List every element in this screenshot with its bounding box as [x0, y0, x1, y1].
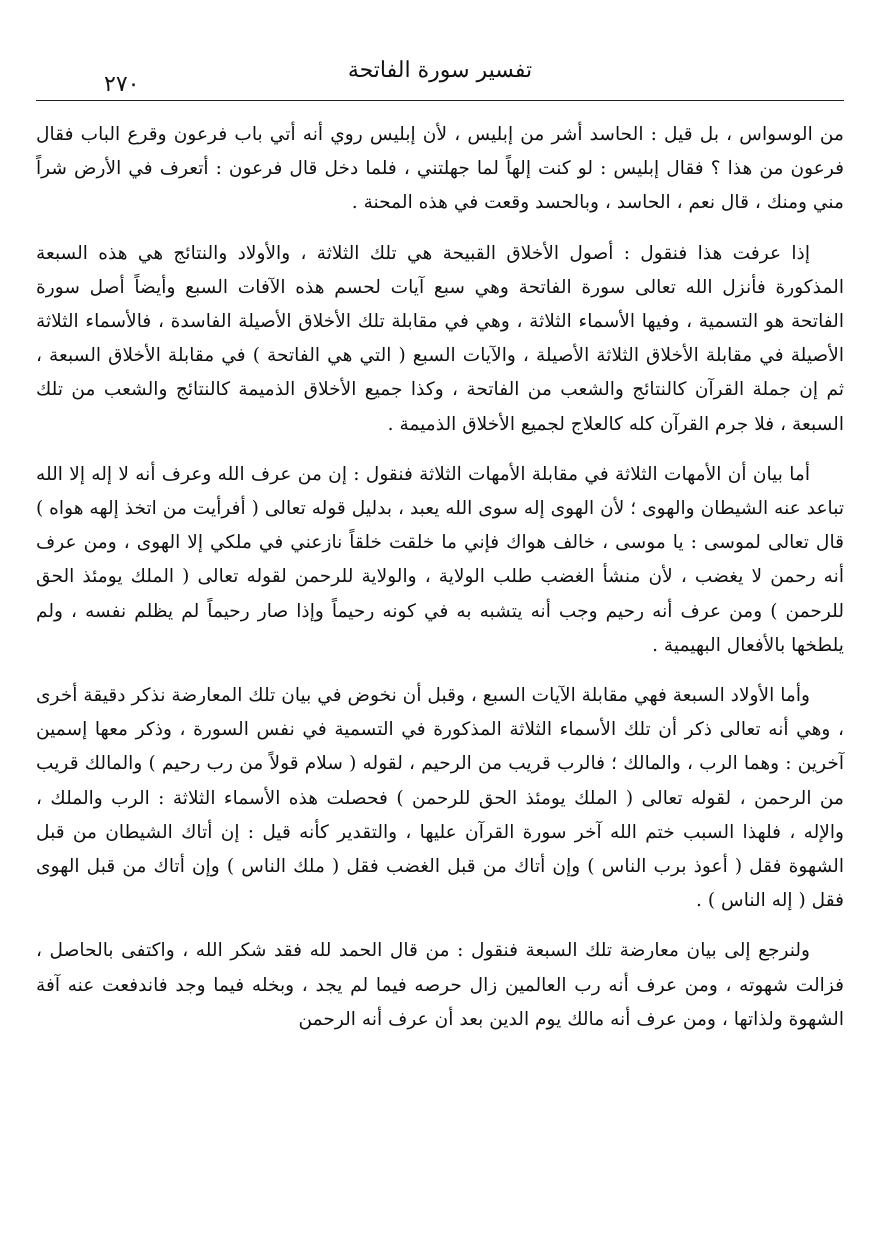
paragraph: إذا عرفت هذا فنقول : أصول الأخلاق القبيحة هي تلك الثلاثة ، والأولاد والنتائج هي هذه السبعة المذكورة فأنزل الله تعالى سورة الفاتحة وهي سبع آيات لحسم هذه الآفات السبع وأيضاً أصل سورة الفاتحة هو التسمية ، وفيها الأسماء الثلاثة ، وهي في مقابلة تلك الأخلاق الأصيلة الفاسدة ، فالأسماء الثلاثة الأصيلة في مقابلة الأخلاق الثلاثة الأصيلة ، والآيات السبع ( التي هي الفاتحة ) في مقابلة الأخلاق السبعة ، ثم إن جملة القرآن كالنتائج والشعب من الفاتحة ، وكذا جميع الأخلاق الذميمة كالنتائج والشعب من تلك السبعة ، فلا جرم القرآن كله كالعلاج لجميع الأخلاق الذميمة . — [36, 242, 844, 435]
page-number: ٢٧٠ — [104, 72, 140, 97]
paragraph: من الوسواس ، بل قيل : الحاسد أشر من إبليس ، لأن إبليس روي أنه أتي باب فرعون وقرع الباب فقال فرعون من هذا ؟ فقال إبليس : لو كنت إلهاً لما جهلتني ، فلما دخل قال فرعون : أتعرف في الأرض شراً مني ومنك ، قال نعم ، الحاسد ، وبالحسد وقعت في هذه المحنة . — [36, 124, 844, 214]
header-rule — [36, 100, 844, 101]
page-body — [36, 118, 844, 1053]
paragraph: أما بيان أن الأمهات الثلاثة في مقابلة الأمهات الثلاثة فنقول : إن من عرف الله وعرف أنه لا إله إلا الله تباعد عنه الشيطان والهوى ؛ لأن الهوى إله سوى الله يعبد ، بدليل قوله تعالى ( أفرأيت من اتخذ إلهه هواه ) قال تعالى لموسى : يا موسى ، خالف هواك فإني ما خلقت خلقاً نازعني في ملكي إلا الهوى ، ومن عرف أنه رحمن لا يغضب ، لأن منشأ الغضب طلب الولاية ، والولاية للرحمن لقوله تعالى ( الملك يومئذ الحق للرحمن ) ومن عرف أنه رحيم وجب أنه يتشبه به في كونه رحيماً وإذا صار رحيماً لم يظلم نفسه ، ولم يلطخها بالأفعال البهيمية . — [36, 463, 844, 656]
running-title: تفسير سورة الفاتحة — [347, 58, 533, 83]
page-header — [36, 48, 844, 104]
paragraph: ولنرجع إلى بيان معارضة تلك السبعة فنقول : من قال الحمد لله فقد شكر الله ، واكتفى بالحاصل ، فزالت شهوته ، ومن عرف أنه رب العالمين زال حرصه فيما لم يجد ، وبخله فيما وجد فاندفعت عنه آفة الشهوة ولذاتها ، ومن عرف أنه مالك يوم الدين بعد أن عرف أنه الرحمن — [36, 940, 844, 1030]
paragraph: وأما الأولاد السبعة فهي مقابلة الآيات السبع ، وقبل أن نخوض في بيان تلك المعارضة نذكر دقيقة أخرى ، وهي أنه تعالى ذكر أن تلك الأسماء الثلاثة المذكورة في التسمية في نفس السورة ، وذكر معها إسمين آخرين : وهما الرب ، والمالك ؛ فالرب قريب من الرحيم ، لقوله ( سلام قولاً من رب رحيم ) والمالك قريب من الرحمن ، لقوله تعالى ( الملك يومئذ الحق للرحمن ) فحصلت هذه الأسماء الثلاثة : الرب والملك ، والإله ، فلهذا السبب ختم الله آخر سورة القرآن عليها ، والتقدير كأنه قيل : إن أتاك الشيطان من قبل الشهوة فقل ( أعوذ برب الناس ) وإن أتاك من قبل الغضب فقل ( ملك الناس ) وإن أتاك من قبل الهوى فقل ( إله الناس ) . — [36, 685, 844, 912]
